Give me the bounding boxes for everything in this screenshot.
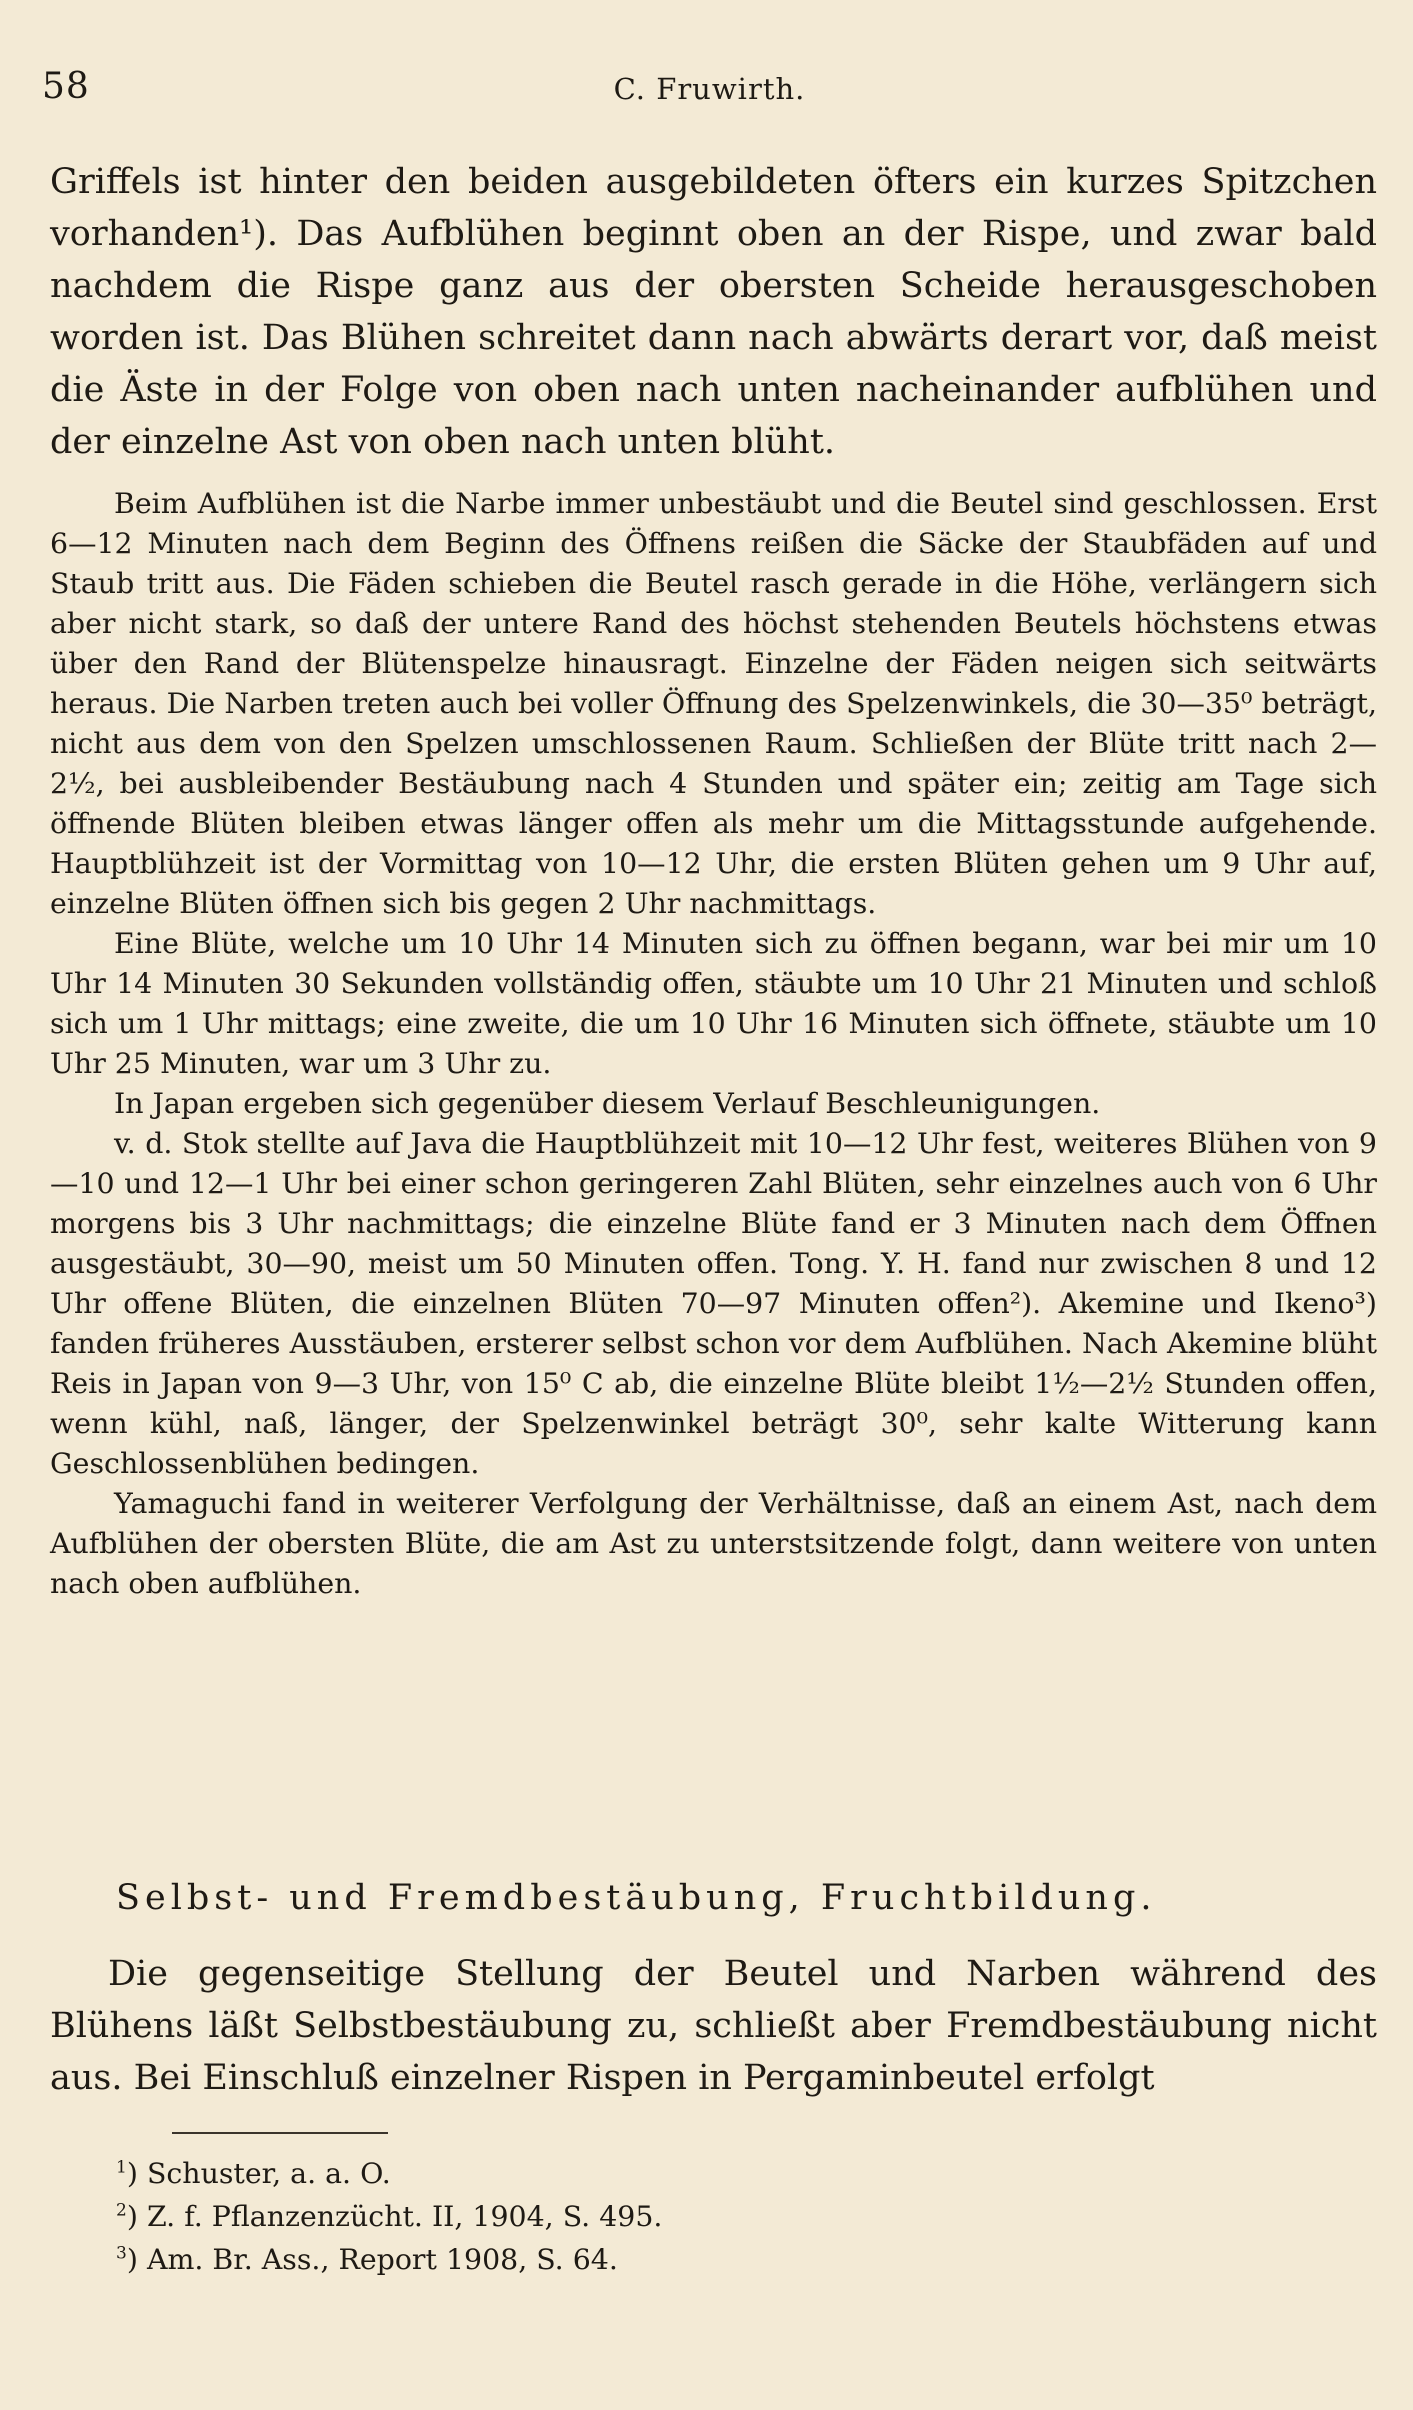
footnote-3: $^3$) Am. Br. Ass., Report 1908, S. 64. — [116, 2243, 618, 2276]
footnote-mark: 2 — [116, 2200, 127, 2221]
footnotes — [116, 2152, 1216, 2281]
page-header — [42, 66, 1377, 114]
top-paragraph: Griffels ist hinter den beiden ausgebildeten öfters ein kurzes Spitzchen vorhanden¹). Das Aufblühen beginnt oben an der Rispe, und zwar bald nachdem die Rispe ganz aus der obersten Scheide herausgeschoben worden ist. Das Blühen schreitet dann nach abwärts derart vor, daß meist die Äste in der Folge von oben nach unten nacheinander aufblühen und der einzelne Ast von oben nach unten blüht. — [50, 162, 1377, 462]
footnote-2: $^2$) Z. f. Pflanzenzücht. II, 1904, S. 495. — [116, 2200, 663, 2233]
small-paragraph-japan: In Japan ergeben sich gegenüber diesem Verlauf Beschleunigungen. — [114, 1087, 1101, 1120]
closing-paragraph-block — [50, 1948, 1377, 2104]
small-print-block — [50, 484, 1377, 1604]
running-head: C. Fruwirth. — [613, 72, 806, 106]
footnote-text: Am. Br. Ass., Report 1908, S. 64. — [146, 2243, 618, 2276]
footnote-divider — [172, 2132, 388, 2134]
footnote-mark: 3 — [116, 2243, 127, 2264]
closing-paragraph: Die gegenseitige Stellung der Beutel und Narben während des Blühens läßt Selbstbestäubung zu, schließt aber Fremdbestäubung nicht aus. Bei Einschluß einzelner Rispen in Pergaminbeutel erfolgt — [50, 1954, 1377, 2098]
small-paragraph-flowering: Beim Aufblühen ist die Narbe immer unbestäubt und die Beutel sind geschlossen. Erst 6—12 Minuten nach dem Beginn des Öffnens reißen die Säcke der Staubfäden auf und Staub tritt aus. Die Fäden schieben die Beutel rasch gerade in die Höhe, verlängern sich aber nicht stark, so daß der untere Rand des höchst stehenden Beutels höchstens etwas über den Rand der Blütenspelze hinausragt. Einzelne der Fäden neigen sich seitwärts heraus. Die Narben treten auch bei voller Öffnung des Spelzenwinkels, die 30—35⁰ beträgt, nicht aus dem von den Spelzen umschlossenen Raum. Schließen der Blüte tritt nach 2—2½, bei ausbleibender Bestäubung nach 4 Stunden und später ein; zeitig am Tage sich öffnende Blüten bleiben etwas länger offen als mehr um die Mittagsstunde aufgehende. Hauptblühzeit ist der Vormittag von 10—12 Uhr, die ersten Blüten gehen um 9 Uhr auf, einzelne Blüten öffnen sich bis gegen 2 Uhr nachmittags. — [50, 487, 1377, 920]
footnote-mark: 1 — [116, 2157, 127, 2178]
small-paragraph-yamaguchi: Yamaguchi fand in weiterer Verfolgung der Verhältnisse, daß an einem Ast, nach dem Aufblühen der obersten Blüte, die am Ast zu unterstsitzende folgt, dann weitere von unten nach oben aufblühen. — [50, 1487, 1377, 1600]
small-paragraph-observation: Eine Blüte, welche um 10 Uhr 14 Minuten sich zu öffnen begann, war bei mir um 10 Uhr 14 Minuten 30 Sekunden vollständig offen, stäubte um 10 Uhr 21 Minuten und schloß sich um 1 Uhr mittags; eine zweite, die um 10 Uhr 16 Minuten sich öffnete, stäubte um 10 Uhr 25 Minuten, war um 3 Uhr zu. — [50, 927, 1377, 1080]
small-paragraph-java: v. d. Stok stellte auf Java die Hauptblühzeit mit 10—12 Uhr fest, weiteres Blühen von 9—10 und 12—1 Uhr bei einer schon geringeren Zahl Blüten, sehr einzelnes auch von 6 Uhr morgens bis 3 Uhr nachmittags; die einzelne Blüte fand er 3 Minuten nach dem Öffnen ausgestäubt, 30—90, meist um 50 Minuten offen. Tong. Y. H. fand nur zwischen 8 und 12 Uhr offene Blüten, die einzelnen Blüten 70—97 Minuten offen²). Akemine und Ikeno³) fanden früheres Ausstäuben, ersterer selbst schon vor dem Aufblühen. Nach Akemine blüht Reis in Japan von 9—3 Uhr, von 15⁰ C ab, die einzelne Blüte bleibt 1½—2½ Stunden offen, wenn kühl, naß, länger, der Spelzenwinkel beträgt 30⁰, sehr kalte Witterung kann Geschlossenblühen bedingen. — [50, 1127, 1377, 1480]
top-paragraph-block — [50, 156, 1377, 468]
footnote-1: $^1$) Schuster, a. a. O. — [116, 2157, 391, 2190]
section-heading: Selbst- und Fremdbestäubung, Fruchtbildung. — [116, 1878, 1157, 1918]
footnote-text: Z. f. Pflanzenzücht. II, 1904, S. 495. — [146, 2200, 663, 2233]
page-number: 58 — [42, 66, 90, 107]
footnote-text: Schuster, a. a. O. — [146, 2157, 391, 2190]
